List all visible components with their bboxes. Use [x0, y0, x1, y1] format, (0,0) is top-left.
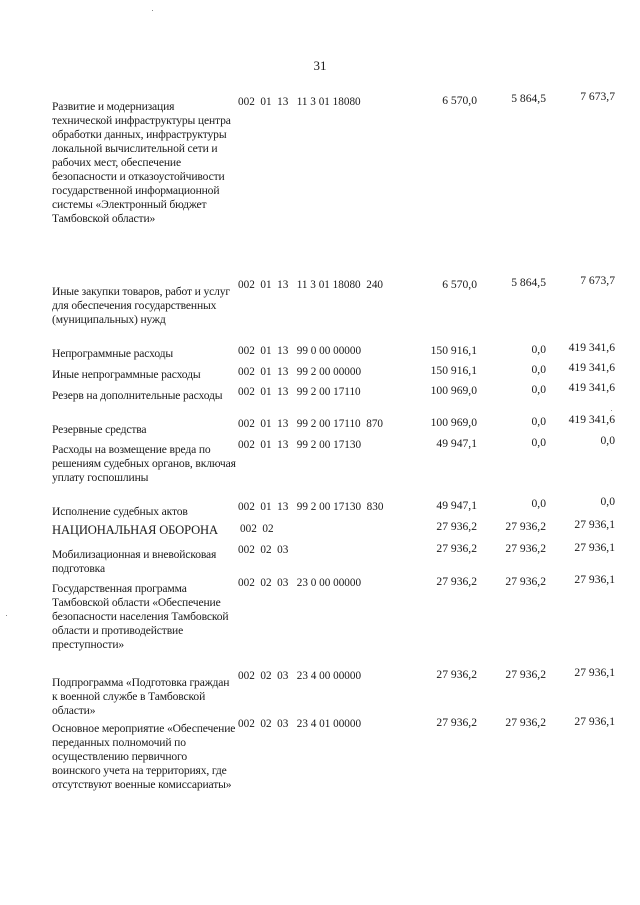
row-value-2: 0,0: [531, 343, 546, 356]
row-value-1: 150 916,1: [430, 364, 477, 377]
row-value-2: 0,0: [531, 497, 546, 510]
row-value-3: 0,0: [600, 495, 615, 508]
row-code: 002 01 13 11 3 01 18080: [238, 96, 361, 108]
row-code: 002 02 03: [238, 544, 289, 556]
row-name: Основное мероприятие «Обеспечение переданных полномочий по осуществлению первичного воинского учета на территориях, где отсутствуют военные комиссариаты»: [52, 722, 236, 791]
scan-speck: [152, 10, 153, 11]
row-value-2: 0,0: [531, 415, 546, 428]
row-name: Развитие и модернизация технической инфраструктуры центра обработки данных, инфраструктуры локальной вычислительной сети и рабочих мест, обеспечение безопасности и отказоустойчивости государственной информационной системы «Электронный бюджет Тамбовской области»: [52, 100, 231, 225]
scan-speck: [6, 615, 7, 616]
row-code: 002 01 13 99 2 00 17110: [238, 386, 361, 398]
row-value-2: 27 936,2: [505, 668, 546, 681]
row-value-3: 419 341,6: [568, 413, 615, 426]
row-name: Резерв на дополнительные расходы: [52, 389, 223, 402]
row-value-1: 100 969,0: [430, 384, 477, 397]
row-value-3: 7 673,7: [580, 274, 615, 287]
row-code: 002 01 13 99 2 00 17130 830: [238, 501, 384, 513]
row-value-3: 27 936,1: [574, 541, 615, 554]
section-heading: НАЦИОНАЛЬНАЯ ОБОРОНА: [52, 523, 218, 537]
row-name: Мобилизационная и вневойсковая подготовка: [52, 548, 217, 575]
row-name: Государственная программа Тамбовской области «Обеспечение безопасности населения Тамбовской области и противодействие преступности»: [52, 582, 229, 651]
row-code: 002 01 13 99 0 00 00000: [238, 345, 362, 357]
row-value-1: 27 936,2: [436, 575, 477, 588]
row-name: Расходы на возмещение вреда по решениям судебных органов, включая уплату госпошлины: [52, 443, 236, 484]
row-code: 002 02 03 23 4 00 00000: [238, 670, 362, 682]
row-value-1: 27 936,2: [436, 542, 477, 555]
row-code: 002 02 03 23 0 00 00000: [238, 577, 362, 589]
row-value-1: 6 570,0: [442, 94, 477, 107]
row-value-3: 419 341,6: [568, 341, 615, 354]
row-value-3: 27 936,1: [574, 573, 615, 586]
row-name: Исполнение судебных актов: [52, 505, 188, 518]
row-value-1: 100 969,0: [430, 416, 477, 429]
row-value-2: 5 864,5: [511, 276, 546, 289]
row-value-1: 27 936,2: [436, 716, 477, 729]
row-code: 002 01 13 99 2 00 17130: [238, 439, 362, 451]
row-value-2: 27 936,2: [505, 520, 546, 533]
row-name: Иные закупки товаров, работ и услуг для обеспечения государственных (муниципальных) нужд: [52, 285, 230, 326]
row-name: Резервные средства: [52, 423, 147, 436]
row-value-1: 49 947,1: [436, 499, 477, 512]
row-value-3: 27 936,1: [574, 666, 615, 679]
row-value-2: 27 936,2: [505, 575, 546, 588]
row-value-1: 150 916,1: [430, 344, 477, 357]
row-value-1: 49 947,1: [436, 437, 477, 450]
row-value-2: 0,0: [531, 436, 546, 449]
row-name: Непрограммные расходы: [52, 347, 174, 360]
row-name: Подпрограмма «Подготовка граждан к военной службе в Тамбовской области»: [52, 676, 230, 717]
row-value-3: 27 936,1: [574, 715, 615, 728]
scan-speck: [611, 410, 612, 411]
row-code: 002 01 13 11 3 01 18080 240: [238, 279, 384, 291]
page-number: 31: [313, 58, 327, 73]
row-value-1: 6 570,0: [442, 278, 477, 291]
row-code: 002 01 13 99 2 00 00000: [238, 366, 362, 378]
row-value-2: 27 936,2: [505, 542, 546, 555]
row-value-2: 0,0: [531, 363, 546, 376]
row-name: Иные непрограммные расходы: [52, 368, 201, 381]
row-value-3: 0,0: [600, 434, 615, 447]
row-value-3: 27 936,1: [574, 518, 615, 531]
row-value-2: 5 864,5: [511, 92, 546, 105]
row-value-3: 7 673,7: [580, 90, 615, 103]
row-code: 002 02 03 23 4 01 00000: [238, 718, 362, 730]
row-value-2: 0,0: [531, 383, 546, 396]
row-value-3: 419 341,6: [568, 381, 615, 394]
row-value-3: 419 341,6: [568, 361, 615, 374]
row-value-1: 27 936,2: [436, 668, 477, 681]
row-value-2: 27 936,2: [505, 716, 546, 729]
row-value-1: 27 936,2: [436, 520, 477, 533]
row-code: 002 02: [240, 523, 274, 535]
row-code: 002 01 13 99 2 00 17110 870: [238, 418, 384, 430]
